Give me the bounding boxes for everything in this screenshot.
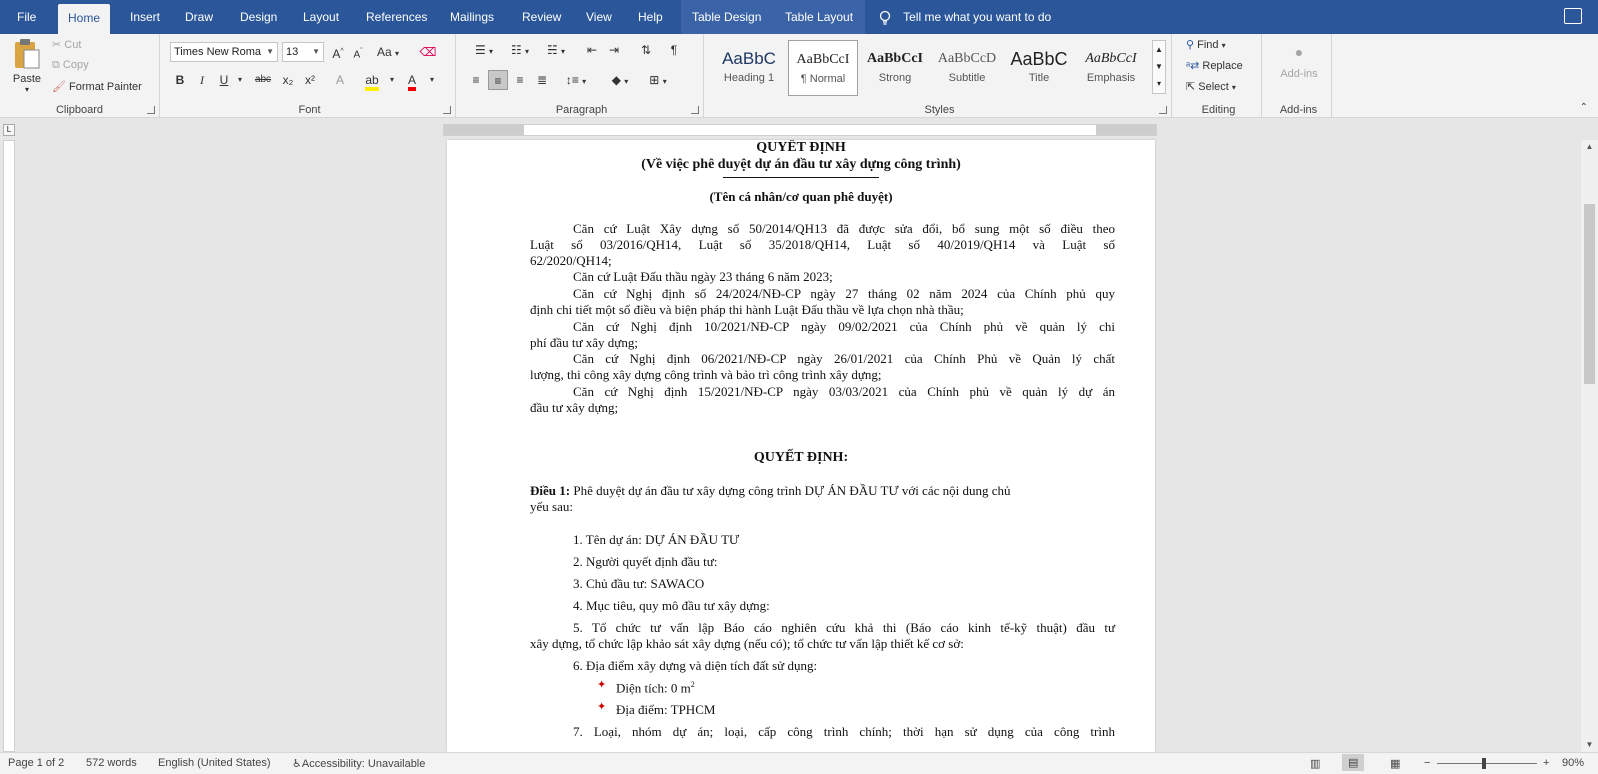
chevron-down-icon[interactable]: ▾ [389, 75, 394, 84]
item-5-line-2: xây dựng, tổ chức lập khảo sát xây dựng (nếu có); tổ chức tư vấn lập thiết kế cơ sở: [530, 636, 964, 651]
font-label: Font [298, 104, 321, 116]
article-1-line-1 [530, 483, 1115, 499]
style-emphasis[interactable] [1076, 40, 1146, 96]
underline-dropdown-icon[interactable]: ▾ [237, 75, 242, 84]
style-normal[interactable] [788, 40, 858, 96]
addins-label: Add-ins [1279, 104, 1318, 116]
zoom-level[interactable]: 90% [1562, 757, 1585, 769]
ruler-left-margin [444, 125, 524, 135]
editing-label: Editing [1201, 104, 1236, 116]
basis-5-line-2: lượng, thi công xây dựng công trình và bảo trì công trình xây dựng; [530, 367, 882, 382]
basis-3-line-1: Căn cứ Nghị định số 24/2024/NĐ-CP ngày 27 tháng 02 năm 2024 của Chính phủ quy [573, 286, 1115, 301]
cursor-icon: ⇱ [1186, 81, 1196, 93]
doc-approver: (Tên cá nhân/cơ quan phê duyệt) [709, 189, 893, 204]
shading-icon[interactable]: ◆ ▾ [611, 73, 629, 87]
tab-design[interactable]: Design [240, 10, 278, 24]
area-label: Diện tích: 0 m [616, 680, 691, 696]
tab-review[interactable]: Review [522, 10, 562, 24]
font-launcher-icon[interactable] [443, 106, 451, 114]
basis-2: Căn cứ Luật Đấu thầu ngày 23 tháng 6 năm 2023; [573, 269, 833, 284]
addins-icon: ● [1294, 44, 1304, 60]
lightbulb-icon [878, 10, 892, 26]
paste-icon [12, 38, 42, 70]
tab-selector-icon[interactable]: L [3, 124, 15, 136]
align-left-icon[interactable]: ≡ [472, 73, 480, 87]
basis-5-line-1: Căn cứ Nghị định 06/2021/NĐ-CP ngày 26/01/2021 của Chính Phủ về Quản lý chất [573, 351, 1115, 366]
style-preview: AaBbCcD [937, 51, 997, 66]
font-size-select[interactable] [282, 42, 324, 62]
basis-4-line-1: Căn cứ Nghị định 10/2021/NĐ-CP ngày 09/02/2021 của Chính phủ về quản lý chi [573, 319, 1115, 334]
arrow-bullet-icon: ✦ [597, 701, 607, 713]
print-layout-icon[interactable]: ▤ [1342, 754, 1364, 771]
cut-label: Cut [64, 39, 82, 51]
multilevel-list-icon[interactable]: ☵ ▾ [546, 43, 566, 57]
ribbon [0, 34, 1598, 118]
highlight-color-icon[interactable]: ab [362, 70, 382, 90]
document-page[interactable] [447, 140, 1155, 752]
font-size-value: 13 [286, 46, 299, 58]
article-1-label: Điều 1: [530, 483, 571, 498]
basis-6-line-1: Căn cứ Nghị định 15/2021/NĐ-CP ngày 03/03/2021 của Chính phủ về quản lý dự án [573, 384, 1115, 399]
accessibility-icon: ♿ [292, 758, 302, 770]
style-preview: AaBbCcI [866, 51, 923, 66]
style-preview: AaBbCcI [796, 52, 850, 67]
style-preview: AaBbC [1010, 49, 1068, 69]
styles-label: Styles [924, 104, 955, 116]
addins-button-label: Add-ins [1280, 68, 1318, 80]
copy-icon: ⧉ [52, 59, 60, 71]
list-item: 1. Tên dự án: DỰ ÁN ĐẦU TƯ [573, 532, 740, 547]
bold-button[interactable]: B [175, 73, 185, 87]
basis-3-line-2: định chi tiết một số điều và biện pháp thi hành Luật Đấu thầu về lựa chọn nhà thầu; [530, 302, 964, 317]
basis-1-line-1: Căn cứ Luật Xây dựng số 50/2014/QH13 đã được sửa đổi, bổ sung một số điều theo [573, 221, 1115, 236]
basis-6-line-2: đầu tư xây dựng; [530, 400, 619, 415]
style-heading1[interactable] [714, 40, 784, 96]
select-label: Select [1198, 81, 1229, 93]
styles-gallery-scroll[interactable]: ▲ ▼ ▾ [1152, 40, 1166, 94]
clear-formatting-icon[interactable]: ⌫ [419, 45, 437, 59]
clipboard-group [0, 34, 160, 118]
ribbon-tab-bar [0, 0, 1598, 34]
replace-icon: ᵃ⇄ [1186, 60, 1200, 72]
tell-me-placeholder: Tell me what you want to do [903, 10, 1052, 24]
zoom-slider-thumb[interactable] [1482, 758, 1486, 769]
grow-font-button[interactable]: A^ [332, 47, 344, 61]
page-count[interactable]: Page 1 of 2 [8, 757, 65, 769]
vertical-ruler[interactable] [3, 140, 15, 752]
tab-mailings[interactable]: Mailings [450, 10, 495, 24]
list-item: 4. Mục tiêu, quy mô đầu tư xây dựng: [573, 598, 770, 613]
tab-layout[interactable]: Layout [303, 10, 340, 24]
zoom-in-icon[interactable]: + [1543, 757, 1550, 769]
status-bar [0, 752, 1598, 774]
style-name: Emphasis [1086, 72, 1136, 84]
copy-label: Copy [62, 59, 89, 71]
accessibility-status[interactable] [292, 757, 425, 770]
area-line [616, 680, 695, 696]
item-5-line-1: 5. Tổ chức tư vấn lập Báo cáo nghiên cứu khả thi (Báo cáo kinh tế-kỹ thuật) đầu tư [573, 620, 1115, 635]
styles-group [708, 34, 1172, 118]
decrease-indent-icon[interactable]: ⇤ [586, 43, 598, 57]
style-title[interactable] [1004, 40, 1074, 96]
paste-label: Paste [12, 73, 42, 85]
line-spacing-icon[interactable]: ↕≡ ▾ [565, 73, 587, 87]
decision-heading: QUYẾT ĐỊNH: [753, 450, 849, 465]
style-preview: AaBbCcI [1085, 51, 1137, 66]
paragraph-label: Paragraph [555, 104, 608, 116]
change-case-label: Aa [376, 45, 392, 59]
title-underline [723, 177, 879, 178]
italic-button[interactable]: I [200, 73, 204, 87]
replace-label: Replace [1202, 60, 1243, 72]
change-case-button[interactable]: Aa ▾ [376, 45, 400, 59]
addins-button[interactable] [1276, 44, 1322, 80]
font-family-value: Times New Roma [174, 46, 261, 58]
text-effects-icon[interactable]: A [335, 73, 344, 87]
bullets-icon[interactable]: ☰ ▾ [474, 43, 494, 57]
read-mode-icon[interactable]: ▥ [1310, 758, 1321, 770]
basis-4-line-2: phí đầu tư xây dựng; [530, 335, 638, 350]
doc-title: QUYẾT ĐỊNH [756, 140, 846, 155]
justify-icon[interactable]: ≣ [536, 73, 548, 87]
basis-1-line-2: Luật số 03/2016/QH14, Luật số 35/2018/QH14, Luật số 40/2019/QH14 và Luật số [530, 237, 1115, 252]
search-icon: ⚲ [1186, 39, 1195, 51]
styles-launcher-icon[interactable] [1159, 106, 1167, 114]
subscript-button[interactable]: x₂ [282, 73, 294, 87]
tab-file[interactable]: File [17, 10, 37, 24]
style-preview: AaBbC [722, 49, 776, 68]
scissors-icon: ✂ [52, 39, 62, 51]
paragraph-group [460, 34, 704, 118]
style-name: Strong [878, 72, 912, 84]
tab-draw[interactable]: Draw [185, 10, 214, 24]
font-family-select[interactable] [170, 42, 278, 62]
select-button[interactable]: ⇱ Select ▾ [1186, 81, 1236, 93]
sort-icon[interactable]: ⇅ [640, 43, 652, 57]
tell-me-search[interactable] [878, 0, 1051, 34]
language-status[interactable]: English (United States) [158, 757, 271, 769]
word-count[interactable]: 572 words [86, 757, 137, 769]
article-1-text: Phê duyệt dự án đầu tư xây dựng công trình DỰ ÁN ĐẦU TƯ với các nội dung chủ [573, 483, 1011, 498]
superscript-button[interactable]: x² [305, 73, 315, 87]
style-name: Subtitle [948, 72, 986, 84]
align-center-icon[interactable]: ≡ [488, 70, 508, 90]
chevron-down-icon: ▼ [312, 47, 320, 56]
web-layout-icon[interactable]: ▦ [1390, 758, 1401, 770]
article-1-line-2: yếu sau: [530, 499, 573, 514]
format-painter-icon: 🖌 [52, 81, 66, 93]
clipboard-label: Clipboard [55, 104, 104, 116]
list-item: 3. Chủ đầu tư: SAWACO [573, 576, 705, 591]
contextual-table-tabs [681, 0, 865, 34]
copy-button[interactable] [52, 59, 89, 72]
style-strong[interactable] [860, 40, 930, 96]
show-formatting-icon[interactable]: ¶ [670, 43, 678, 57]
accessibility-label: Accessibility: Unavailable [301, 758, 426, 770]
style-name: Title [1028, 72, 1050, 84]
underline-button[interactable]: U [219, 73, 229, 87]
comments-icon[interactable] [1564, 8, 1582, 24]
scroll-down-icon[interactable]: ▼ [1585, 740, 1594, 749]
scroll-up-icon[interactable]: ▲ [1585, 142, 1594, 151]
format-painter-button[interactable] [52, 80, 142, 93]
borders-icon[interactable]: ⊞ ▾ [649, 73, 667, 87]
tab-help[interactable]: Help [638, 10, 663, 24]
doc-subtitle: (Về việc phê duyệt dự án đầu tư xây dựng công trình) [641, 157, 961, 172]
format-painter-label: Format Painter [69, 81, 142, 93]
tab-home[interactable]: Home [58, 4, 110, 34]
find-label: Find [1197, 39, 1219, 51]
basis-1-line-3: 62/2020/QH14; [530, 253, 612, 268]
paragraph-launcher-icon[interactable] [691, 106, 699, 114]
editing-group [1176, 34, 1262, 118]
location-line: Địa điểm: TPHCM [616, 702, 716, 717]
ruler-right-margin [1096, 125, 1156, 135]
chevron-down-icon[interactable]: ▾ [429, 75, 434, 84]
addins-group [1266, 34, 1332, 118]
tab-insert[interactable]: Insert [130, 10, 161, 24]
tab-table-design[interactable]: Table Design [692, 10, 762, 24]
item-7: 7. Loại, nhóm dự án; loại, cấp công trình chính; thời hạn sử dụng của công trình [573, 724, 1115, 739]
tab-table-layout[interactable]: Table Layout [785, 10, 854, 24]
zoom-out-icon[interactable]: − [1424, 757, 1431, 769]
find-button[interactable]: ⚲ Find ▾ [1186, 39, 1226, 51]
style-name: ¶ Normal [800, 73, 846, 85]
vertical-scrollbar[interactable] [1581, 140, 1598, 752]
paste-dropdown-icon[interactable]: ▾ [24, 85, 29, 94]
tab-references[interactable]: References [366, 10, 428, 24]
font-group [164, 34, 456, 118]
style-name: Heading 1 [723, 72, 775, 84]
increase-indent-icon[interactable]: ⇥ [608, 43, 620, 57]
align-right-icon[interactable]: ≡ [516, 73, 524, 87]
chevron-down-icon: ▼ [266, 47, 274, 56]
shrink-font-button[interactable]: $A^ˇ$ [353, 48, 363, 61]
replace-button[interactable] [1186, 59, 1243, 72]
collapse-ribbon-icon[interactable]: ⌃ [1579, 102, 1588, 113]
horizontal-ruler[interactable] [443, 124, 1157, 136]
strikethrough-button[interactable]: abc [254, 74, 272, 85]
clipboard-launcher-icon[interactable] [147, 106, 155, 114]
list-item: 2. Người quyết định đầu tư: [573, 554, 718, 569]
paste-button[interactable] [8, 38, 46, 100]
arrow-bullet-icon: ✦ [597, 679, 607, 691]
zoom-slider[interactable] [1437, 763, 1537, 764]
font-color-icon[interactable]: A [402, 70, 422, 90]
cut-button[interactable] [52, 38, 81, 51]
numbering-icon[interactable]: ☷ ▾ [510, 43, 530, 57]
area-unit-sup: 2 [690, 680, 695, 689]
item-6: 6. Địa điểm xây dựng và diện tích đất sử dụng: [573, 658, 818, 673]
scroll-thumb[interactable] [1584, 204, 1595, 384]
style-subtitle[interactable] [932, 40, 1002, 96]
tab-view[interactable]: View [586, 10, 612, 24]
